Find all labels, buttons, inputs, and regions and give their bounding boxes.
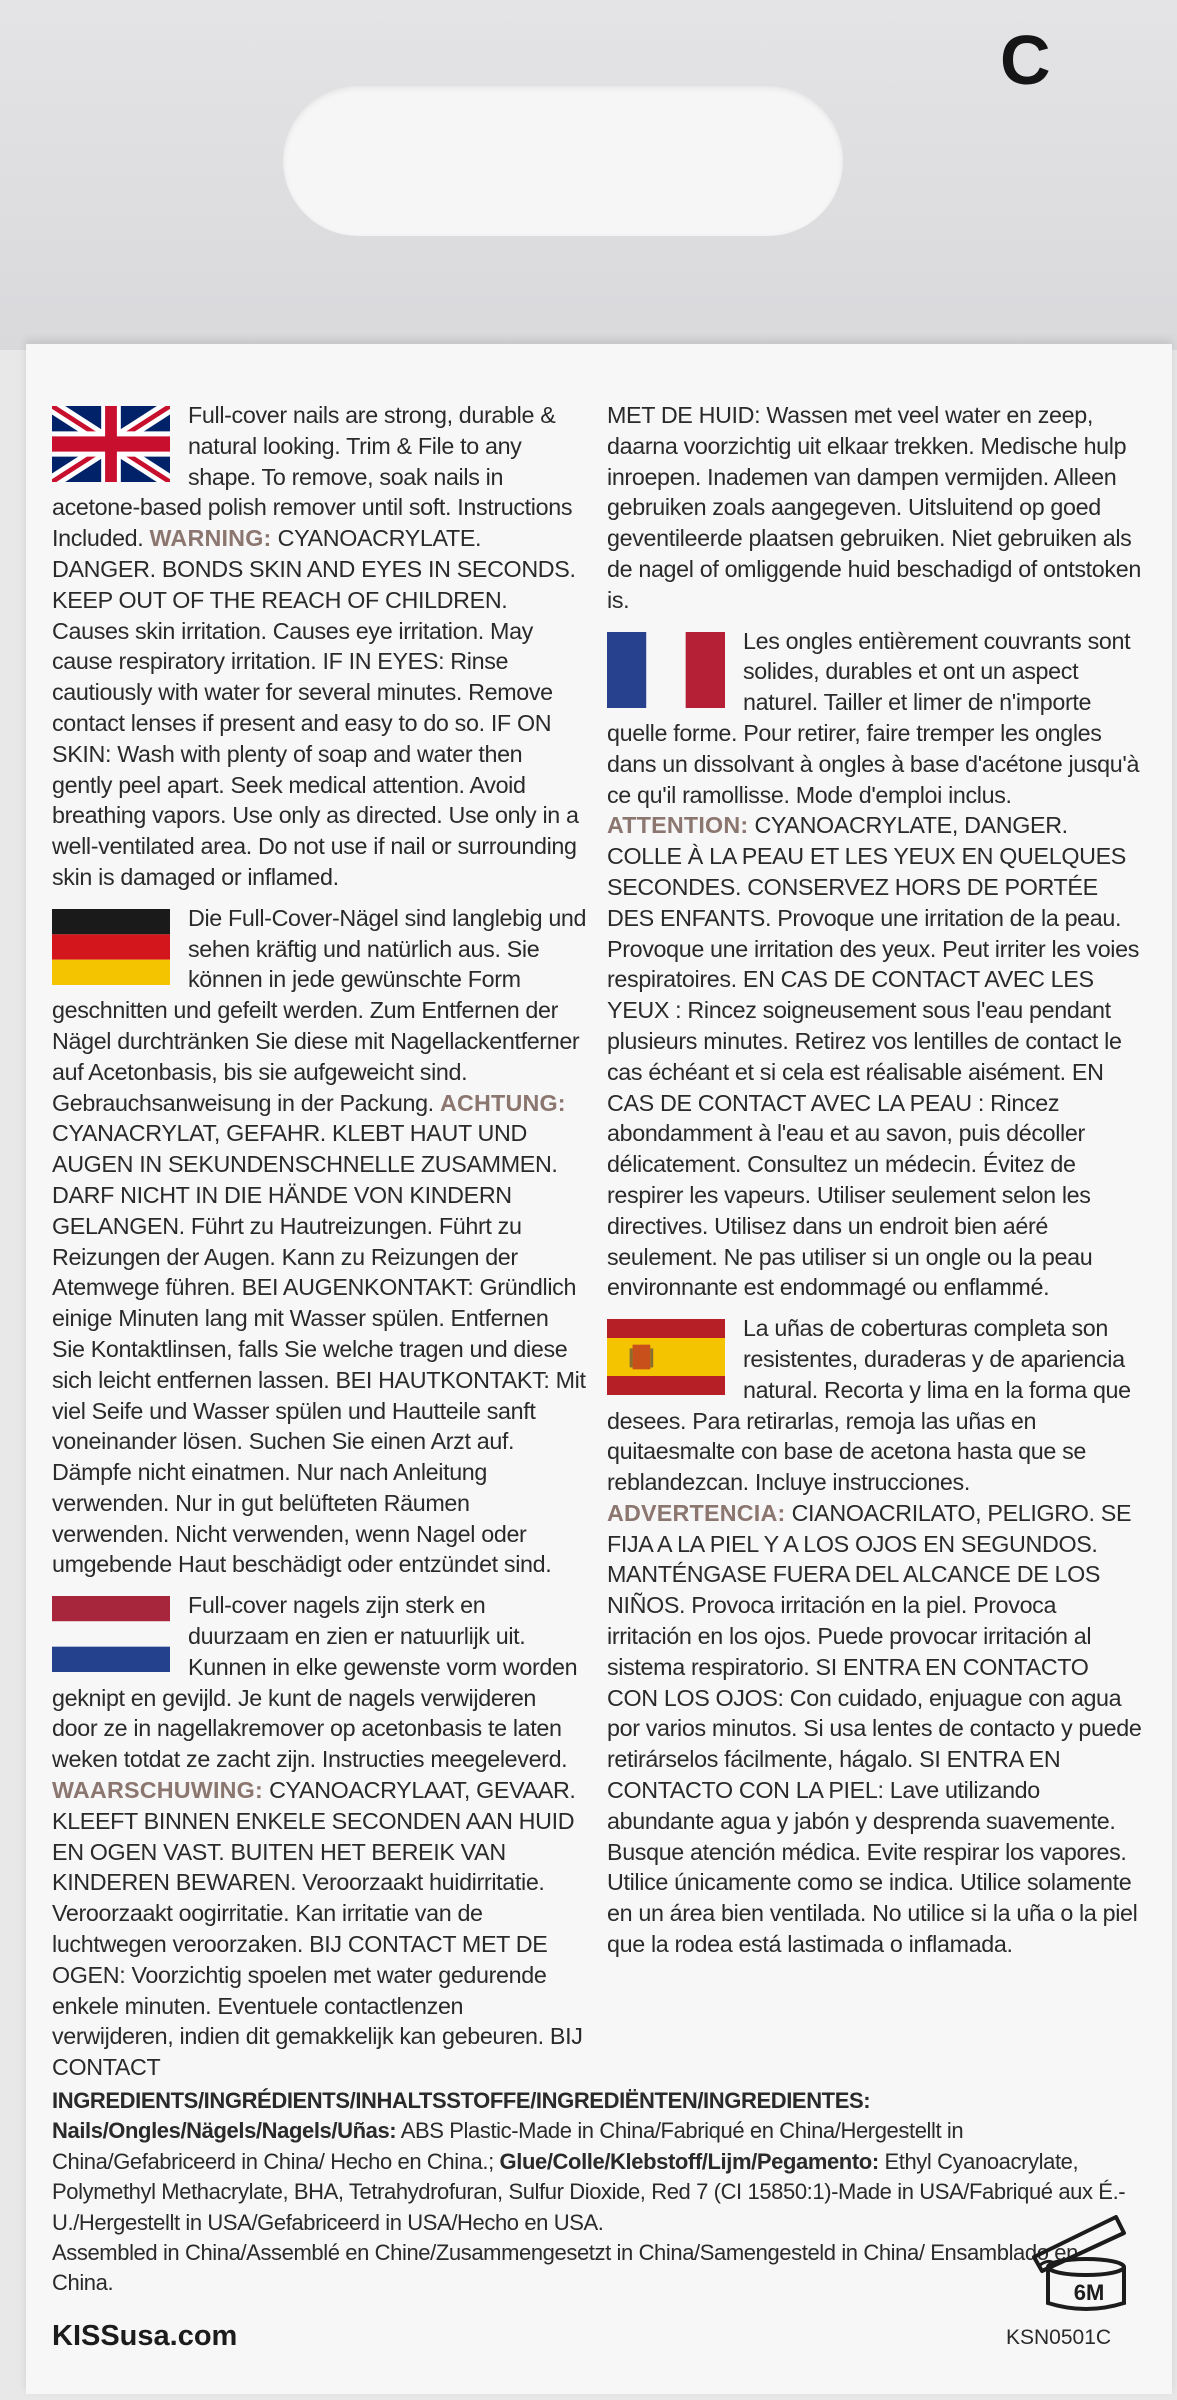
left-column	[52, 400, 587, 2093]
german-warning-label: ACHTUNG:	[439, 1089, 566, 1116]
glue-label: Glue/Colle/Klebstoff/Lijm/Pegamento:	[499, 2148, 879, 2174]
instructions-content	[52, 400, 1142, 2093]
section-french	[607, 626, 1142, 1304]
spanish-warning-text: CIANOACRILATO, PELIGRO. SE FIJA A LA PIEL Y A LOS OJOS EN SEGUNDOS. MANTÉNGASE FUERA DEL ALCANCE DE LOS NIÑOS. Provoca irritación en la piel. Provoca irritación en los ojos. Puede provocar irritación al sistema respiratorio. SI ENTRA EN CONTACTO CON LOS OJOS: Con cuidado, enjuague con agua por varios minutos. Si usa lentes de contacto y puede retirárselos fácilmente, hágalo. SI ENTRA EN CONTACTO CON LA PIEL: Lave utilizando abundante agua y jabón y desprenda suavemente. Busque atención médica. Evite respirar los vapores. Utilice únicamente como se indica. Utilice solamente en un área bien ventilada. No utilice si la uña o la piel que la rodea está lastimada o inflamada.	[607, 1499, 1142, 1958]
ingredients-block	[52, 2086, 1132, 2299]
hang-hole	[283, 86, 843, 236]
spanish-warning-label: ADVERTENCIA:	[607, 1499, 786, 1526]
french-warning-label: ATTENTION:	[607, 812, 749, 839]
package-top-flap	[0, 0, 1177, 350]
german-warning-text: CYANACRYLAT, GEFAHR. KLEBT HAUT UND AUGEN IN SEKUNDENSCHNELLE ZUSAMMEN. DARF NICHT IN DIE HÄNDE VON KINDERN GELANGEN. Führt zu Hautreizungen. Führt zu Reizungen der Augen. Kann zu Reizungen der Atemwege führen. BEI AUGENKONTAKT: Gründlich einige Minuten lang mit Wasser spülen. Entfernen Sie Kontaktlinsen, falls Sie welche tragen und diese sich leicht entfernen lassen. BEI HAUTKONTAKT: Mit viel Seife und Wasser spülen und Hautteile sanft voneinander lösen. Suchen Sie einen Arzt auf. Dämpfe nicht einatmen. Nur nach Anleitung verwenden. Nur in gut belüfteten Räumen verwenden. Nicht verwenden, wenn Nagel oder umgebende Haut beschädigt oder entzündet sind.	[52, 1120, 586, 1578]
french-warning-text: CYANOACRYLATE, DANGER. COLLE À LA PEAU ET LES YEUX EN QUELQUES SECONDES. CONSERVEZ HORS DE PORTÉE DES ENFANTS. Provoque une irritation de la peau. Provoque une irritation des yeux. Peut irriter les voies respiratoires. EN CAS DE CONTACT AVEC LES YEUX : Rincez soigneusement sous l'eau pendant plusieurs minutes. Retirez vos lentilles de contact le cas échéant et si cela est réalisable aisément. EN CAS DE CONTACT AVEC LA PEAU : Rincez abondamment à l'eau et au savon, puis décoller délicatement. Consultez un médecin. Évitez de respirer les vapeurs. Utiliser seulement selon les directives. Utilisez dans un endroit bien aéré seulement. Ne pas utiliser si un ongle ou la peau environnante est endommagé ou enflammé.	[607, 812, 1140, 1301]
english-description: Full-cover nails are strong, durable & natural looking. Trim & File to any shape. To remove, soak nails in acetone-based polish remover until soft. Instructions Included.	[52, 402, 573, 552]
uk-flag-icon	[52, 406, 170, 482]
section-english	[52, 400, 587, 893]
english-warning-label: WARNING:	[149, 525, 272, 552]
ingredients-heading: INGREDIENTS/INGRÉDIENTS/INHALTSSTOFFE/INGREDIËNTEN/INGREDIENTES:	[52, 2088, 871, 2113]
variant-letter: C	[1000, 21, 1051, 99]
english-warning-text: CYANOACRYLATE. DANGER. BONDS SKIN AND EYES IN SECONDS. KEEP OUT OF THE REACH OF CHILDREN. Causes skin irritation. Causes eye irritation. May cause respiratory irritation. IF IN EYES: Rinse cautiously with water for several minutes. Remove contact lenses if present and easy to do so. IF ON SKIN: Wash with plenty of soap and water then gently peel apart. Seek medical attention. Avoid breathing vapors. Use only as directed. Use only in a well-ventilated area. Do not use if nail or surrounding skin is damaged or inflamed.	[52, 525, 579, 890]
dutch-warning-text-continued: MET DE HUID: Wassen met veel water en zeep, daarna voorzichtig uit elkaar trekken. Medische hulp inroepen. Inademen van dampen vermijden. Alleen gebruiken zoals aangegeven. Uitsluitend op goed geventileerde plaatsen gebruiken. Niet gebruiken als de nagel of omliggende huid beschadigd of ontstoken is.	[607, 402, 1141, 613]
spanish-description: La uñas de coberturas completa son resistentes, duraderas y de apariencia natural. Recorta y lima en la forma que desees. Para retirarlas, remoja las uñas en quitaesmalte con base de acetona hasta que se reblandezcan. Incluye instrucciones.	[607, 1315, 1131, 1496]
glue-ingredients: Ethyl Cyanoacrylate, Polymethyl Methacrylate, BHA, Tetrahydrofuran, Sulfur Dioxide, Red 7 (CI 15850:1)-Made in USA/Fabriqué aux É.-U./Hergestellt in USA/Gefabriceerd in USA/Hecho en USA.	[52, 2148, 1126, 2235]
german-description: Die Full-Cover-Nägel sind langlebig und sehen kräftig und natürlich aus. Sie können in jede gewünschte Form geschnitten und gefeilt werden. Zum Entfernen der Nägel durchtränken Sie diese mit Nagellackentferner auf Acetonbasis, bis sie aufgeweicht sind. Gebrauchsanweisung in der Packung.	[52, 904, 587, 1116]
dutch-description: Full-cover nagels zijn sterk en duurzaam en zien er natuurlijk uit. Kunnen in elke gewenste vorm worden geknipt en gevijld. Je kunt de nagels verwijderen door ze in nagellakremover op acetonbasis te laten weken totdat ze zacht zijn. Instructies meegeleverd.	[52, 1592, 578, 1773]
section-spanish	[607, 1313, 1142, 1960]
section-dutch	[52, 1590, 587, 2083]
germany-flag-icon	[52, 909, 170, 985]
pao-period-label: 6M	[1073, 2280, 1105, 2305]
brand-website: KISSusa.com	[52, 2320, 238, 2352]
product-code: KSN0501C	[1006, 2326, 1112, 2349]
section-german	[52, 903, 587, 1581]
france-flag-icon	[607, 632, 725, 708]
spain-flag-icon	[607, 1319, 725, 1395]
dutch-warning-text: CYANOACRYLAAT, GEVAAR. KLEEFT BINNEN ENKELE SECONDEN AAN HUID EN OGEN VAST. BUITEN HET BEREIK VAN KINDEREN BEWAREN. Veroorzaakt huidirritatie. Veroorzaakt oogirritatie. Kan irritatie van de luchtwegen veroorzaken. BIJ CONTACT MET DE OGEN: Voorzichtig spoelen met water gedurende enkele minuten. Eventuele contactlenzen verwijderen, indien dit gemakkelijk kan gebeuren. BIJ CONTACT	[52, 1777, 583, 2081]
section-dutch-continued	[607, 400, 1142, 616]
dutch-warning-label: WAARSCHUWING:	[52, 1777, 263, 1804]
nails-ingredients: ABS Plastic-Made in China/Fabriqué en China/Hergestellt in China/Gefabriceerd in China/ Hecho en China.;	[52, 2118, 964, 2174]
assembled-statement: Assembled in China/Assemblé en Chine/Zusammengesetzt in China/Samengesteld in China/ Ensamblado en China.	[52, 2240, 1078, 2296]
netherlands-flag-icon	[52, 1596, 170, 1672]
right-column	[607, 400, 1142, 2093]
nails-label: Nails/Ongles/Nägels/Nagels/Uñas:	[52, 2118, 397, 2144]
french-description: Les ongles entièrement couvrants sont solides, durables et ont un aspect naturel. Tailler et limer de n'importe quelle forme. Pour retirer, faire tremper les ongles dans un dissolvant à ongles à base d'acétone jusqu'à ce qu'il ramollisse. Mode d'emploi inclus.	[607, 627, 1140, 808]
